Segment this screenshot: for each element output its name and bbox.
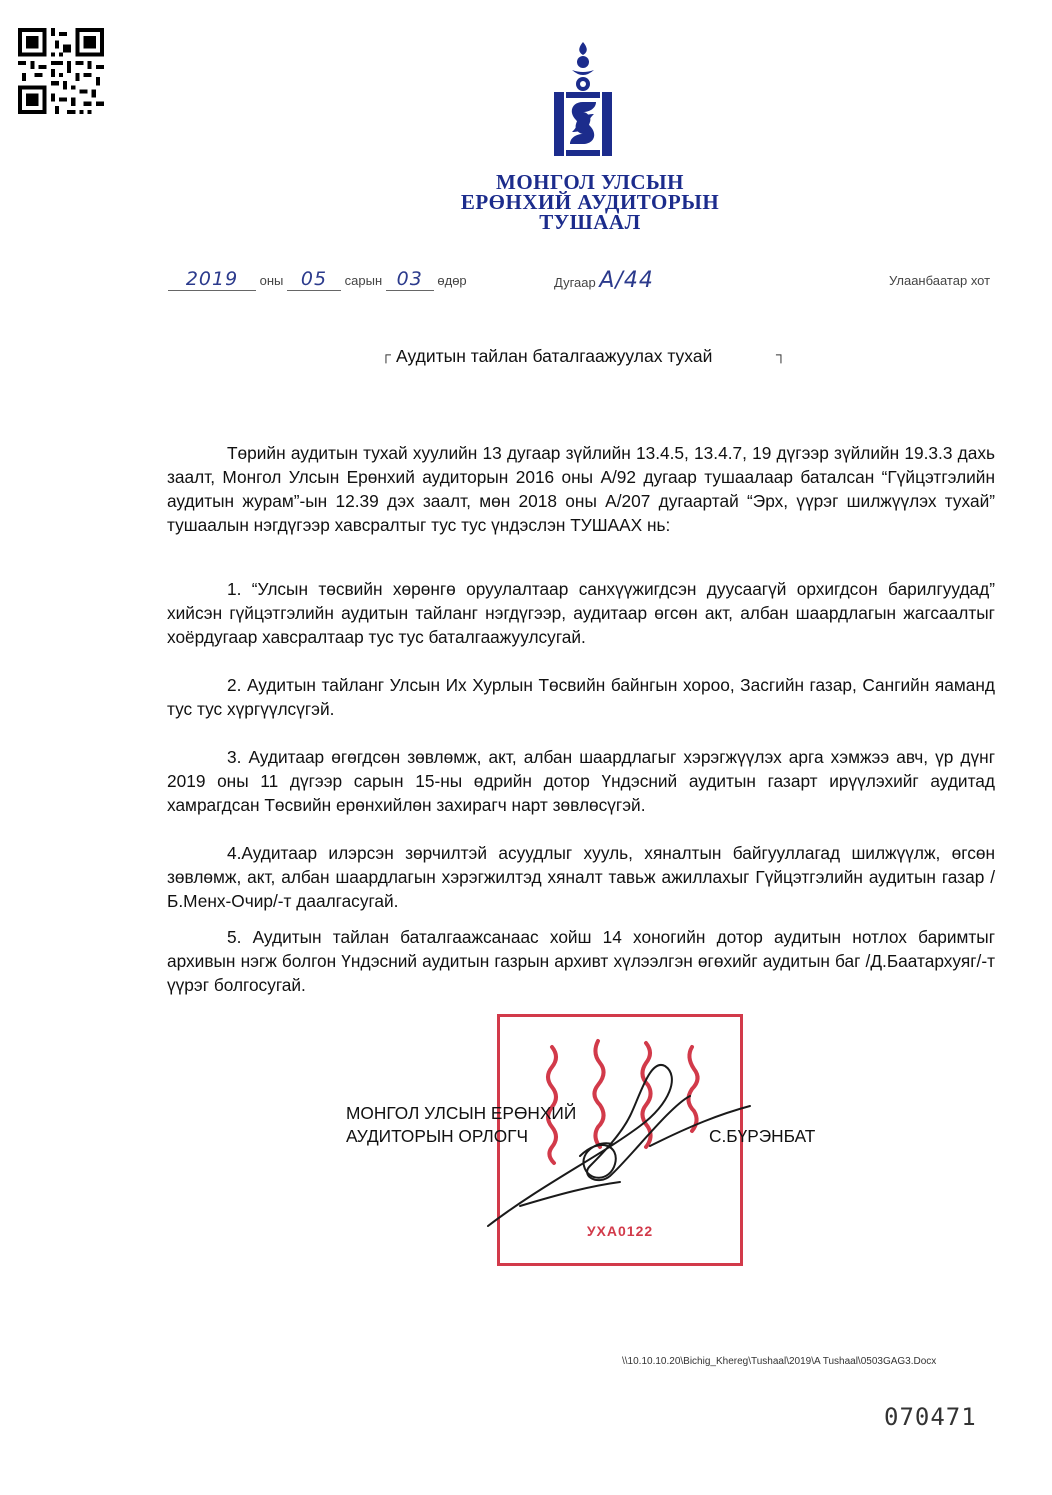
signer-title-line1: МОНГОЛ УЛСЫН ЕРӨНХИЙ <box>346 1103 577 1123</box>
order-number-field <box>554 268 654 293</box>
order-item-2: 2. Аудитын тайланг Улсын Их Хурлын Төсвийн байнгын хороо, Засгийн газар, Сангийн яаманд тус тус хүргүүлсүгэй. <box>167 675 995 719</box>
file-path: \\10.10.10.20\Bichig_Khereg\Tushaal\2019\A Tushaal\0503GAG3.Docx <box>622 1356 937 1367</box>
document-subject: Аудитын тайлан баталгаажуулах тухай <box>396 346 713 366</box>
signer-name: С.БҮРЭНБАТ <box>709 1126 816 1146</box>
qr-code-icon <box>18 28 104 114</box>
date-month: 05 <box>287 268 341 291</box>
order-item-4: 4.Аудитаар илэрсэн зөрчилтэй асуудлыг хууль, хяналтын байгууллагад шилжүүлж, өгсөн зөвлөмж, акт, албан шаардлагын хэрэгжилтэд хяналт тавьж ажиллахыг Гүйцэтгэлийн аудитын газар /Б.Менх-Очир/-т даалгасугай. <box>167 843 995 911</box>
registration-number: 070471 <box>884 1403 977 1431</box>
stamp-code: УХА0122 <box>586 1223 654 1239</box>
date-year-label: оны <box>259 273 284 288</box>
order-item-3: 3. Аудитаар өгөгдсөн зөвлөмж, акт, албан шаардлагыг хэрэгжүүлэх арга хэмжээ авч, үр дүнг 2019 оны 11 дүгээр сарын 15-ны өдрийн дотор Үндэсний аудитын газарт ирүүлэхийг аудитад хамрагдсан Төсвийн ерөнхийлөн захирагч нарт зөвлөсүгэй. <box>167 747 995 815</box>
organization-name-line2: ЕРӨНХИЙ АУДИТОРЫН <box>460 190 720 214</box>
bracket-left-icon: ┌ <box>381 346 391 362</box>
date-month-label: сарын <box>344 273 383 288</box>
date-year: 2019 <box>168 268 256 291</box>
date-day: 03 <box>386 268 434 291</box>
order-number: А/44 <box>599 268 654 293</box>
order-item-1: 1. “Улсын төсвийн хөрөнгө оруулалтаар санхүүжигдсэн дуусаагүй орхигдсон барилгуудад” хийсэн гүйцэтгэлийн аудитын тайланг нэгдүгээр, аудитаар өгсөн акт, албан шаардлагын жагсаалтыг хоёрдугаар хавсралтаар тус тус баталгаажуулсугай. <box>167 579 995 647</box>
order-item-5: 5. Аудитын тайлан баталгаажсанаас хойш 14 хоногийн дотор аудитын нотлох баримтыг архивын нэгж болгон Үндэсний аудитын газрын архивт хүлээлгэн өгөхийг аудитын баг /Д.Баатархуяг/-т үүрэг болгосугай. <box>167 927 995 995</box>
preamble-paragraph: Төрийн аудитын тухай хуулийн 13 дугаар зүйлийн 13.4.5, 13.4.7, 19 дүгээр зүйлийн 19.3.3 дахь заалт, Монгол Улсын Ерөнхий аудиторын 2016 оны А/92 дугаар тушаалаар баталсан “Гүйцэтгэлийн аудитын журам”-ын 12.39 дэх заалт, мөн 2018 оны А/207 дугаартай “Эрх, үүрэг шилжүүлэх тухай” тушаалын нэгдүгээр хавсралтыг тус тус үндэслэн ТУШААХ нь: <box>167 443 995 535</box>
bracket-right-icon: ┐ <box>776 346 786 362</box>
city-label: Улаанбаатар хот <box>889 273 991 288</box>
state-emblem-icon <box>552 40 614 158</box>
organization-name-line1: МОНГОЛ УЛСЫН <box>496 170 684 194</box>
signer-title-line2: АУДИТОРЫН ОРЛОГЧ <box>346 1126 529 1146</box>
date-day-label: өдөр <box>437 273 467 288</box>
handwritten-signature-icon <box>480 1036 760 1236</box>
date-field <box>168 268 467 291</box>
order-number-label: Дугаар <box>554 275 596 290</box>
document-type-title: ТУШААЛ <box>539 210 641 234</box>
